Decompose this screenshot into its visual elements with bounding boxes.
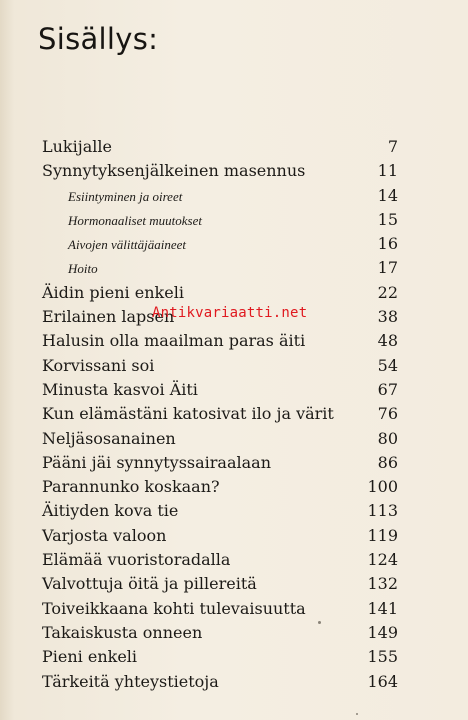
toc-entry-title: Halusin olla maailman paras äiti (42, 331, 306, 351)
toc-page-number: 15 (377, 209, 398, 229)
toc-entry (42, 599, 398, 623)
paper-speck (318, 621, 321, 624)
toc-entry (42, 356, 398, 380)
toc-entry-title: Kun elämästäni katosivat ilo ja värit (42, 404, 334, 424)
toc-entry-title: Äidin pieni enkeli (42, 282, 184, 302)
toc-subentry (42, 234, 398, 258)
toc-page-number: 155 (367, 647, 398, 667)
toc-entry-title: Minusta kasvoi Äiti (42, 379, 198, 399)
toc-entry (42, 550, 398, 574)
toc-page-number: 119 (367, 525, 398, 545)
toc-entry-title: Hoito (68, 261, 98, 277)
toc-subentry (42, 210, 398, 234)
toc-entry-title: Varjosta valoon (42, 525, 167, 545)
toc-page-number: 67 (377, 379, 398, 399)
toc-entry (42, 672, 398, 696)
toc-page-number: 11 (377, 161, 398, 181)
toc-page-number: 38 (377, 307, 398, 327)
toc-entry-title: Synnytyksenjälkeinen masennus (42, 161, 306, 181)
toc-entry-title: Hormonaaliset muutokset (68, 212, 202, 228)
toc-entry-title: Pieni enkeli (42, 647, 138, 667)
toc-entry-title: Tärkeitä yhteystietoja (42, 671, 219, 691)
toc-page-number: 132 (367, 574, 398, 594)
toc-page-number: 48 (377, 331, 398, 351)
toc-entry-title: Parannunko koskaan? (42, 477, 220, 497)
toc-entry (42, 429, 398, 453)
toc-entry (42, 380, 398, 404)
toc-page-number: 14 (377, 185, 398, 205)
toc-entry-title: Aivojen välittäjäaineet (68, 237, 187, 253)
toc-page-number: 54 (377, 355, 398, 375)
toc-page-number: 76 (377, 404, 398, 424)
toc-page-number: 124 (367, 550, 398, 570)
toc-page-number: 16 (377, 234, 398, 254)
toc-entry-title: Esiintyminen ja oireet (68, 188, 183, 204)
toc-page-number: 149 (367, 622, 398, 642)
page-title: Sisällys: (38, 22, 159, 56)
toc-entry (42, 161, 398, 185)
toc-entry-title: Takaiskusta onneen (42, 622, 203, 642)
toc-entry (42, 404, 398, 428)
toc-page-number: 17 (377, 258, 398, 278)
toc-entry-title: Erilainen lapsen (42, 307, 175, 327)
toc-entry (42, 137, 398, 161)
toc-page-number: 22 (377, 282, 398, 302)
toc-entry-title: Pääni jäi synnytyssairaalaan (42, 452, 272, 472)
toc-entry-title: Korvissani soi (42, 355, 155, 375)
toc-entry-title: Neljäsosanainen (42, 428, 176, 448)
toc-entry (42, 647, 398, 671)
toc-entry (42, 574, 398, 598)
toc-page-number: 164 (367, 671, 398, 691)
watermark-text: Antikvariaatti.net (152, 305, 308, 321)
table-of-contents (42, 137, 398, 696)
paper-speck (356, 713, 358, 715)
toc-subentry (42, 258, 398, 282)
page-edge-shadow (0, 0, 14, 720)
toc-entry-title: Valvottuja öitä ja pillereitä (42, 574, 257, 594)
toc-page-number: 7 (387, 137, 398, 156)
toc-entry-title: Lukijalle (42, 137, 112, 156)
toc-page-number: 86 (377, 452, 398, 472)
toc-page-number: 100 (367, 477, 398, 497)
toc-entry (42, 331, 398, 355)
toc-entry (42, 526, 398, 550)
toc-page-number: 80 (377, 428, 398, 448)
toc-entry (42, 501, 398, 525)
toc-entry-title: Toiveikkaana kohti tulevaisuutta (42, 598, 306, 618)
toc-entry (42, 477, 398, 501)
toc-entry (42, 283, 398, 307)
toc-subentry (42, 186, 398, 210)
toc-page-number: 141 (367, 598, 398, 618)
toc-entry (42, 623, 398, 647)
toc-entry (42, 453, 398, 477)
toc-page-number: 113 (367, 501, 398, 521)
toc-entry-title: Äitiyden kova tie (42, 501, 179, 521)
toc-entry-title: Elämää vuoristoradalla (42, 550, 231, 570)
